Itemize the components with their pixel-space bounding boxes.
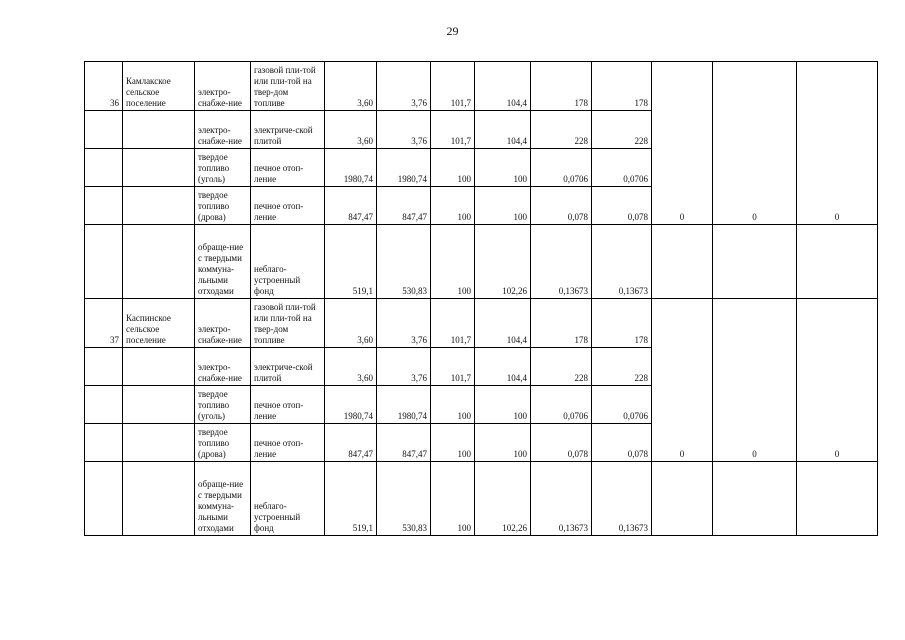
zero-cell: 0: [797, 62, 878, 225]
value-cell: 100: [475, 187, 531, 225]
value-cell: 519,1: [325, 225, 377, 299]
row-number: 37: [85, 299, 123, 348]
value-cell: 178: [531, 62, 592, 111]
value-cell: 100: [475, 149, 531, 187]
value-cell: 0,13673: [592, 225, 652, 299]
value-cell: 3,60: [325, 348, 377, 386]
resource-cell: твердое топливо (дрова): [195, 424, 251, 462]
value-cell: 530,83: [377, 462, 431, 536]
value-cell: 100: [431, 424, 475, 462]
fund-cell: газовой пли-той или пли-той на твер-дом топливе: [251, 299, 325, 348]
value-cell: 3,60: [325, 299, 377, 348]
value-cell: 100: [431, 149, 475, 187]
value-cell: 519,1: [325, 462, 377, 536]
value-cell: 101,7: [431, 111, 475, 149]
value-cell: 0,078: [592, 187, 652, 225]
zero-cell: 0: [797, 299, 878, 462]
value-cell: 0,0706: [592, 149, 652, 187]
value-cell: 102,26: [475, 462, 531, 536]
value-cell: 0,078: [531, 424, 592, 462]
value-cell: 3,60: [325, 111, 377, 149]
zero-cell: 0: [713, 299, 797, 462]
fund-cell: печное отоп-ление: [251, 149, 325, 187]
value-cell: 100: [431, 462, 475, 536]
value-cell: 104,4: [475, 299, 531, 348]
value-cell: 0,078: [592, 424, 652, 462]
tariff-table: [84, 61, 878, 536]
value-cell: 0,13673: [592, 462, 652, 536]
value-cell: 0,13673: [531, 225, 592, 299]
value-cell: 0,0706: [592, 386, 652, 424]
resource-cell: твердое топливо (уголь): [195, 149, 251, 187]
table-row: [85, 299, 878, 348]
value-cell: 101,7: [431, 62, 475, 111]
value-cell: 178: [531, 299, 592, 348]
value-cell: 104,4: [475, 348, 531, 386]
settlement-name: Каспинское сельское поселение: [123, 299, 195, 348]
resource-cell: электро-снабже-ние: [195, 299, 251, 348]
value-cell: 178: [592, 62, 652, 111]
value-cell: 847,47: [377, 187, 431, 225]
value-cell: 104,4: [475, 62, 531, 111]
value-cell: 1980,74: [325, 386, 377, 424]
value-cell: 228: [531, 111, 592, 149]
resource-cell: твердое топливо (уголь): [195, 386, 251, 424]
zero-cell: 0: [652, 299, 713, 462]
value-cell: 1980,74: [325, 149, 377, 187]
page-number: 29: [446, 24, 459, 38]
value-cell: 228: [592, 111, 652, 149]
fund-cell: печное отоп-ление: [251, 386, 325, 424]
value-cell: 1980,74: [377, 386, 431, 424]
value-cell: 3,76: [377, 111, 431, 149]
table-row: [85, 62, 878, 111]
value-cell: 0,0706: [531, 386, 592, 424]
zero-cell: 0: [652, 62, 713, 225]
resource-cell: твердое топливо (дрова): [195, 187, 251, 225]
fund-cell: печное отоп-ление: [251, 187, 325, 225]
value-cell: 3,76: [377, 348, 431, 386]
value-cell: 847,47: [377, 424, 431, 462]
fund-cell: электриче-ской плитой: [251, 111, 325, 149]
value-cell: 847,47: [325, 424, 377, 462]
value-cell: 101,7: [431, 299, 475, 348]
fund-cell: неблаго-устроенный фонд: [251, 462, 325, 536]
settlement-name: Камлакское сельское поселение: [123, 62, 195, 111]
resource-cell: электро-снабже-ние: [195, 111, 251, 149]
value-cell: 101,7: [431, 348, 475, 386]
value-cell: 3,76: [377, 62, 431, 111]
value-cell: 100: [431, 386, 475, 424]
value-cell: 102,26: [475, 225, 531, 299]
value-cell: 0,13673: [531, 462, 592, 536]
value-cell: 100: [431, 225, 475, 299]
table-row: [85, 225, 878, 299]
value-cell: 228: [531, 348, 592, 386]
resource-cell: электро-снабже-ние: [195, 348, 251, 386]
value-cell: 100: [475, 424, 531, 462]
value-cell: 104,4: [475, 111, 531, 149]
value-cell: 178: [592, 299, 652, 348]
table-row: [85, 462, 878, 536]
fund-cell: печное отоп-ление: [251, 424, 325, 462]
value-cell: 228: [592, 348, 652, 386]
resource-cell: электро-снабже-ние: [195, 62, 251, 111]
value-cell: 1980,74: [377, 149, 431, 187]
fund-cell: газовой пли-той или пли-той на твер-дом топливе: [251, 62, 325, 111]
fund-cell: неблаго-устроенный фонд: [251, 225, 325, 299]
value-cell: 3,76: [377, 299, 431, 348]
value-cell: 100: [431, 187, 475, 225]
value-cell: 847,47: [325, 187, 377, 225]
resource-cell: обраще-ние с твердыми коммуна-льными отходами: [195, 462, 251, 536]
fund-cell: электриче-ской плитой: [251, 348, 325, 386]
value-cell: 0,0706: [531, 149, 592, 187]
zero-cell: 0: [713, 62, 797, 225]
resource-cell: обраще-ние с твердыми коммуна-льными отходами: [195, 225, 251, 299]
value-cell: 100: [475, 386, 531, 424]
value-cell: 0,078: [531, 187, 592, 225]
value-cell: 530,83: [377, 225, 431, 299]
row-number: 36: [85, 62, 123, 111]
value-cell: 3,60: [325, 62, 377, 111]
